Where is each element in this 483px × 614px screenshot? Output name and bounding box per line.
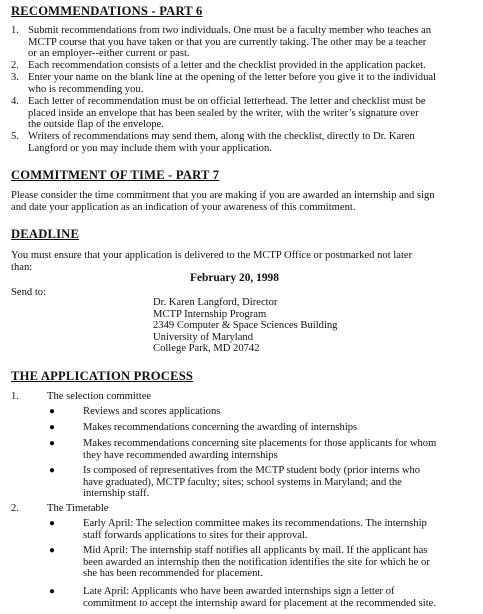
part6-item-3-number: 3. bbox=[11, 72, 19, 83]
committee-bullet-3-line-1: Makes recommendations concerning site placements for those applicants for whom bbox=[83, 438, 437, 449]
part6-item-3-line-2: who is recommending you. bbox=[28, 83, 144, 95]
deadline-line-2: than: bbox=[11, 261, 33, 273]
part6-item-2-number: 2. bbox=[11, 60, 19, 71]
part6-heading: RECOMMENDATIONS - PART 6 bbox=[11, 4, 203, 18]
part6-item-4-number: 4. bbox=[11, 96, 19, 107]
process-section-2-number: 2. bbox=[11, 503, 19, 514]
part6-item-1-line-3: or an employer--either current or past. bbox=[28, 48, 190, 60]
part6-item-1-line-1: Submit recommendations from two individuals. One must be a faculty member who teaches an bbox=[28, 25, 432, 36]
committee-bullet-4-line-3: internship staff. bbox=[83, 488, 150, 500]
timetable-bullet-1-line-2: staff forwards applications to sites for their approval. bbox=[83, 529, 308, 541]
part7-line-1: Please consider the time commitment that you are making if you are awarded an internship and sign bbox=[11, 190, 435, 201]
address-line-4: University of Maryland bbox=[153, 331, 254, 343]
part6-item-2-line-1: Each recommendation consists of a letter and the checklist provided in the application packet. bbox=[28, 60, 426, 71]
bullet-icon: ● bbox=[49, 465, 56, 476]
part6-item-4-line-1: Each letter of recommendation must be on official letterhead. The letter and checklist must be bbox=[28, 96, 426, 107]
process-heading: THE APPLICATION PROCESS bbox=[11, 369, 194, 383]
part6-item-5-line-2: Langford or you may include them with your application. bbox=[28, 142, 272, 154]
part7-line-2: and date your application as an indication of your awareness of this commitment. bbox=[11, 201, 356, 213]
address-line-3: 2349 Computer & Space Sciences Building bbox=[153, 320, 338, 332]
address-line-2: MCTP Internship Program bbox=[153, 308, 267, 320]
send-to-label: Send to: bbox=[11, 287, 47, 298]
committee-bullet-2-line-1: Makes recommendations concerning the awarding of internships bbox=[83, 422, 358, 433]
part6-item-1-number: 1. bbox=[11, 25, 19, 36]
address-line-5: College Park, MD 20742 bbox=[153, 343, 260, 355]
bullet-icon: ● bbox=[49, 545, 56, 556]
process-section-1-title: The selection committee bbox=[47, 391, 152, 402]
part6-item-3-line-1: Enter your name on the blank line at the opening of the letter before you give it to the individual bbox=[28, 72, 437, 83]
bullet-icon: ● bbox=[49, 438, 56, 449]
part6-item-1-line-2: MCTP course that you have taken or that you are currently taking. The other may be a teacher bbox=[28, 36, 427, 48]
timetable-bullet-3-line-2: commitment to accept the internship award for placement at the recommended site. bbox=[83, 597, 436, 609]
part6-item-4-line-3: the outside flap of the envelope. bbox=[28, 119, 164, 131]
committee-bullet-4-line-2: have graduated), MCTP faculty; sites; school systems in Maryland; and the bbox=[83, 476, 402, 488]
bullet-icon: ● bbox=[49, 586, 56, 597]
bullet-icon: ● bbox=[49, 422, 56, 433]
committee-bullet-1-line-1: Reviews and scores applications bbox=[83, 406, 221, 417]
bullet-icon: ● bbox=[49, 406, 56, 417]
timetable-bullet-2-line-3: she has been recommended for placement. bbox=[83, 568, 264, 580]
committee-bullet-3-line-2: they have recommended awarding internships bbox=[83, 449, 278, 461]
deadline-date: February 20, 1998 bbox=[190, 272, 279, 284]
bullet-icon: ● bbox=[49, 518, 56, 529]
timetable-bullet-1-line-1: Early April: The selection committee makes its recommendations. The internship bbox=[83, 518, 427, 529]
committee-bullet-4-line-1: Is composed of representatives from the MCTP student body (prior interns who bbox=[83, 465, 421, 476]
timetable-bullet-3-line-1: Late April: Applicants who have been awarded internships sign a letter of bbox=[83, 586, 395, 597]
deadline-heading: DEADLINE bbox=[11, 227, 80, 241]
part6-item-5-number: 5. bbox=[11, 131, 19, 142]
timetable-bullet-2-line-1: Mid April: The internship staff notifies all applicants by mail. If the applicant has bbox=[83, 545, 428, 556]
process-section-2-title: The Timetable bbox=[47, 503, 109, 514]
part6-item-4-line-2: placed inside an envelope that has been sealed by the writer, with the writer’s signature over bbox=[28, 107, 419, 119]
part6-item-5-line-1: Writers of recommendations may send them, along with the checklist, directly to Dr. Karen bbox=[28, 131, 415, 142]
part7-heading: COMMITMENT OF TIME - PART 7 bbox=[11, 168, 220, 182]
deadline-line-1: You must ensure that your application is delivered to the MCTP Office or postmarked not later bbox=[11, 250, 413, 261]
process-section-1-number: 1. bbox=[11, 391, 19, 402]
timetable-bullet-2-line-2: been awarded an internship then the notification identifies the site for which he or bbox=[83, 556, 430, 568]
address-line-1: Dr. Karen Langford, Director bbox=[153, 297, 278, 308]
